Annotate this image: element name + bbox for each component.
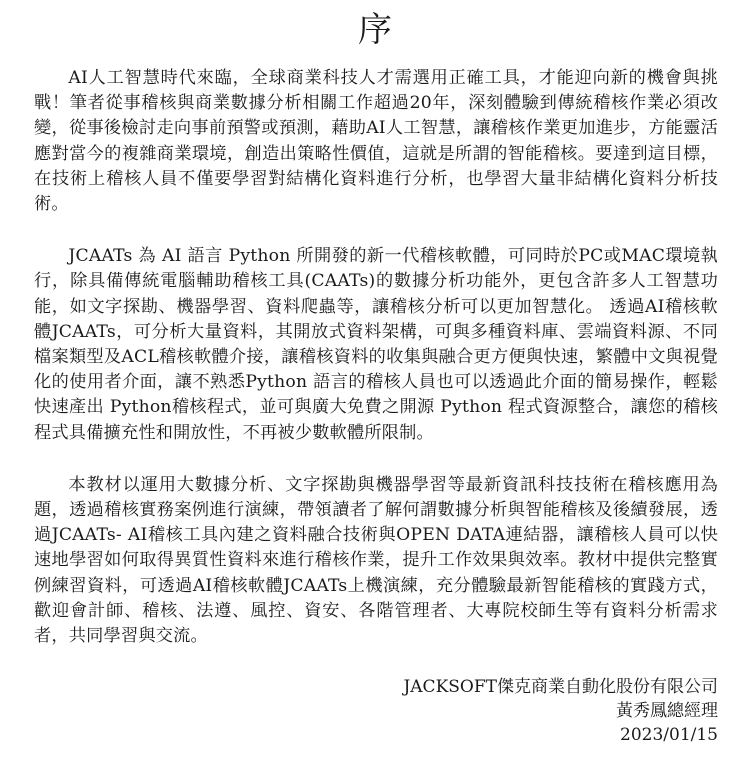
paragraph-3: 本教材以運用大數據分析、文字探勘與機器學習等最新資訊科技技術在稽核應用為題，透過稽核實務案例進行演練，帶領讀者了解何謂數據分析與智能稽核及後續發展，透過JCAATs- AI稽核工具內建之資料融合技術與OPEN DATA連結器，讓稽核人員可以快速地學習如何取得異質性資料來進行稽核作業，提升工作效果與效率。教材中提供完整實例練習資料，可透過AI稽核軟體JCAATs上機演練，充分體驗最新智能稽核的實踐方式，歡迎會計師、稽核、法遵、風控、資安、各階管理者、大專院校師生等有資料分析需求者，共同學習與交流。 (34, 474, 718, 647)
signature-date: 2023/01/15 (620, 725, 718, 745)
page-title: 序 (358, 10, 394, 50)
signature-block (403, 675, 718, 747)
signature-person: 黃秀鳳總經理 (616, 701, 718, 721)
paragraph-1: AI人工智慧時代來臨，全球商業科技人才需選用正確工具，才能迎向新的機會與挑戰！筆者從事稽核與商業數據分析相關工作超過20年，深刻體驗到傳統稽核作業必須改變，從事後檢討走向事前預警或預測，藉助AI人工智慧，讓稽核作業更加進步，方能靈活應對當今的複雜商業環境，創造出策略性價值，這就是所謂的智能稽核。要達到這目標，在技術上稽核人員不僅要學習對結構化資料進行分析，也學習大量非結構化資料分析技術。 (34, 68, 718, 215)
paragraph-2: JCAATs 為 AI 語言 Python 所開發的新一代稽核軟體，可同時於PC或MAC環境執行，除具備傳統電腦輔助稽核工具(CAATs)的數據分析功能外，更包含許多人工智慧功能，如文字探勘、機器學習、資料爬蟲等，讓稽核分析可以更加智慧化。 透過AI稽核軟體JCAATs，可分析大量資料，其開放式資料架構，可與多種資料庫、雲端資料源、不同檔案類型及ACL稽核軟體介接，讓稽核資料的收集與融合更方便與快速，繁體中文與視覺化的使用者介面，讓不熟悉Python 語言的稽核人員也可以透過此介面的簡易操作，輕鬆快速產出 Python稽核程式，並可與廣大免費之開源 Python 程式資源整合，讓您的稽核程式具備擴充性和開放性，不再被少數軟體所限制。 (34, 246, 718, 443)
preface-page (0, 10, 750, 760)
signature-company: JACKSOFT傑克商業自動化股份有限公司 (403, 677, 718, 697)
